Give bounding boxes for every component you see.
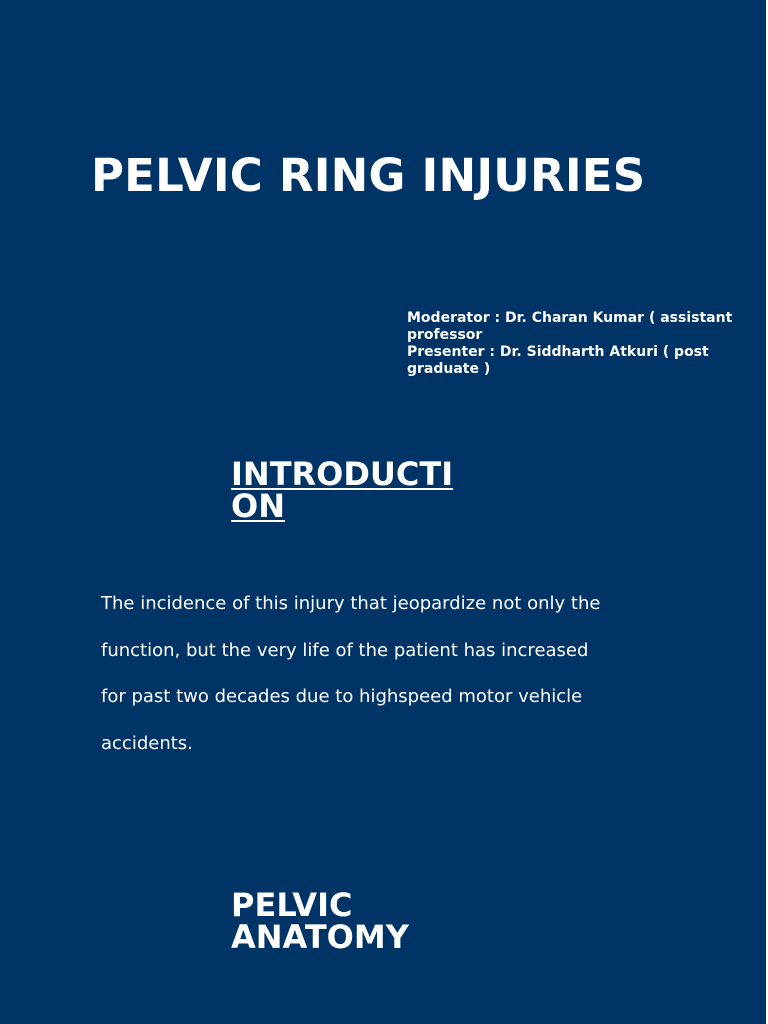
introduction-heading <box>231 455 471 525</box>
moderator-line-1: Moderator : Dr. Charan Kumar ( assistant <box>407 310 733 326</box>
introduction-paragraph <box>101 581 681 767</box>
slide-title: PELVIC RING INJURIES <box>91 149 646 202</box>
presenter-line-2: graduate ) <box>407 361 491 377</box>
presenter-line-1: Presenter : Dr. Siddharth Atkuri ( post <box>407 344 709 360</box>
anatomy-heading-line-2: ANATOMY <box>231 918 409 956</box>
introduction-line-1: The incidence of this injury that jeopardize not only the <box>101 593 601 614</box>
introduction-heading-line-2: ON <box>231 487 285 525</box>
introduction-line-2: function, but the very life of the patient has increased <box>101 639 589 661</box>
presentation-credits <box>407 310 757 378</box>
introduction-heading-line-1: INTRODUCTI <box>231 455 454 493</box>
moderator-line-2: professor <box>407 327 483 343</box>
introduction-line-3: for past two decades due to highspeed motor vehicle <box>101 686 583 707</box>
anatomy-heading-line-1: PELVIC <box>231 886 353 924</box>
introduction-line-4: accidents. <box>101 732 193 754</box>
pelvic-anatomy-heading <box>231 886 491 956</box>
